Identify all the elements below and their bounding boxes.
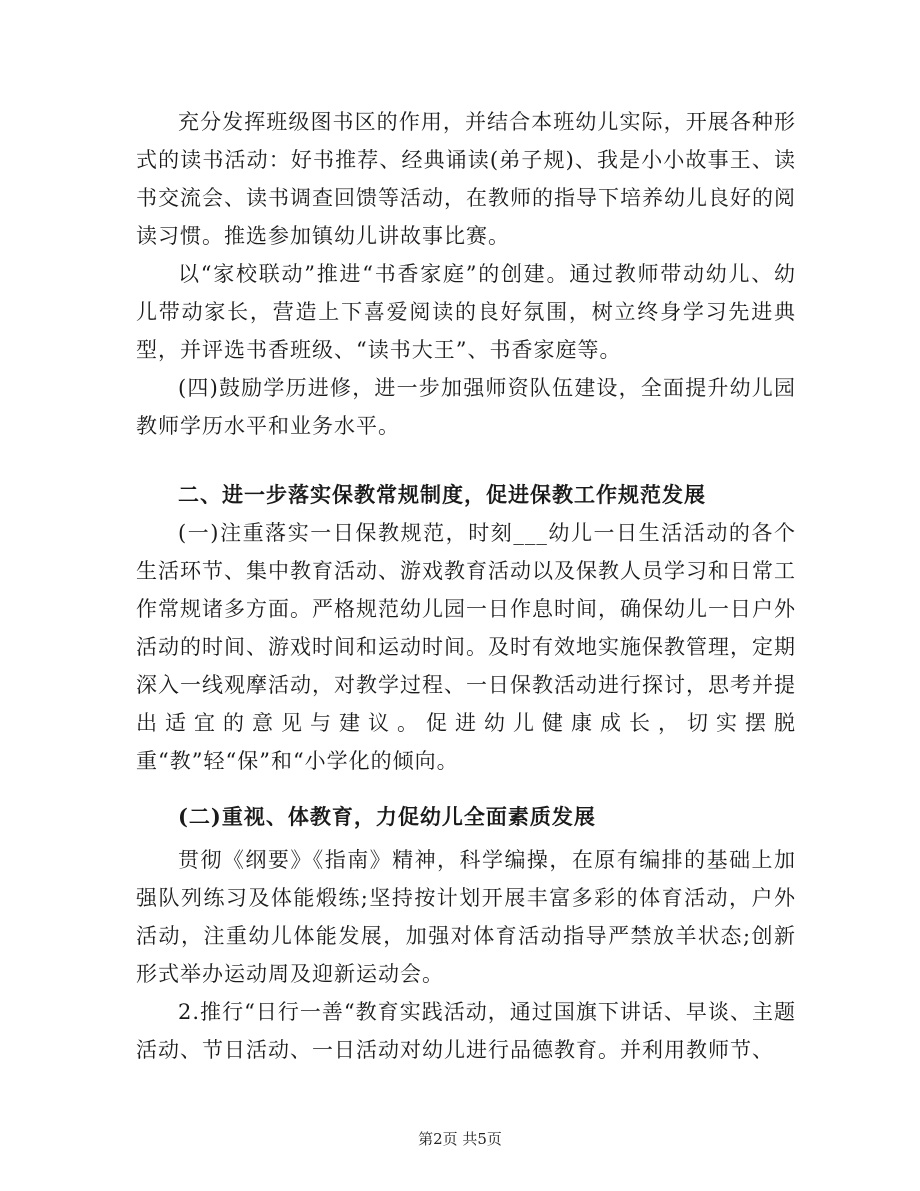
paragraph-reading-activities: 充分发挥班级图书区的作用，并结合本班幼儿实际，开展各种形式的读书活动：好书推荐、经典诵读(弟子规)、我是小小故事王、读书交流会、读书调查回馈等活动，在教师的指导下培养幼儿良好的阅读习惯。推选参加镇幼儿讲故事比赛。: [136, 110, 796, 248]
section-heading-2: 二、进一步落实保教常规制度，促进保教工作规范发展: [178, 482, 706, 507]
paragraph-family-school: 以“家校联动”推进“书香家庭”的创建。通过教师带动幼儿、幼儿带动家长，营造上下喜爱阅读的良好氛围，树立终身学习先进典型，并评选书香班级、“读书大王”、书香家庭等。: [136, 262, 796, 362]
page-number-footer: 第2页 共5页: [418, 1130, 502, 1148]
paragraph-teacher-education: (四)鼓励学历进修，进一步加强师资队伍建设，全面提升幼儿园教师学历水平和业务水平。: [136, 376, 796, 438]
paragraph-pe-activities: 贯彻《纲要》《指南》精神，科学编操，在原有编排的基础上加强队列练习及体能煅练;坚持按计划开展丰富多彩的体育活动，户外活动，注重幼儿体能发展，加强对体育活动指导严禁放羊状态;创新形式举办运动周及迎新运动会。: [136, 848, 796, 986]
paragraph-daily-good-deed: 2.推行“日行一善“教育实践活动，通过国旗下讲话、早谈、主题活动、节日活动、一日活动对幼儿进行品德教育。并利用教师节、: [136, 1000, 796, 1062]
subsection-heading-pe: (二)重视、体教育，力促幼儿全面素质发展: [178, 804, 596, 829]
paragraph-daily-care-norms: (一)注重落实一日保教规范，时刻___幼儿一日生活活动的各个生活环节、集中教育活动、游戏教育活动以及保教人员学习和日常工作常规诸多方面。严格规范幼儿园一日作息时间，确保幼儿一日户外活动的时间、游戏时间和运动时间。及时有效地实施保教管理，定期深入一线观摩活动，对教学过程、一日保教活动进行探讨，思考并提出适宜的意见与建议。促进幼儿健康成长，切实摆脱重“教”轻“保”和“小学化的倾向。: [136, 521, 796, 773]
